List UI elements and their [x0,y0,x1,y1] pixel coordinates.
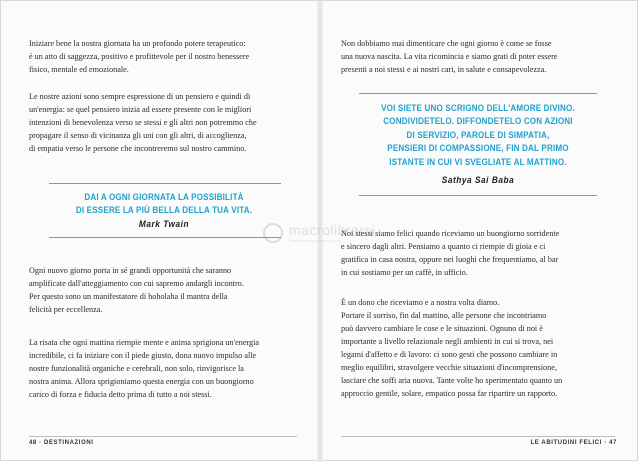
quote-text [48,190,280,217]
text-line: Per questo sono un manifestatore di hoholaha il mantra della [29,292,228,301]
quote-line: CONDIVIDETELO. DIFFONDETELO CON AZIONI [383,115,573,127]
text-line: importante a livello relazionale negli ambienti in cui si trova, nei [341,337,554,346]
right-paragraph-2 [341,227,615,279]
right-page [321,1,638,462]
text-line: Iniziare bene la nostra giornata ha un profondo potere terapeutico: [29,39,246,48]
right-quote-box [341,91,615,201]
footer-rule [341,436,615,437]
left-paragraph-2 [29,90,297,155]
quote-line: VOI SIETE UNO SCRIGNO DELL'AMORE DIVINO. [381,102,575,113]
text-line: Noi stessi siamo felici quando riceviamo un buongiorno sorridente [341,229,560,238]
text-line: è un atto di saggezza, positivo e profittevole per il nostro benessere [29,52,250,61]
text-line: e sincero dagli altri. Pensiamo a quanto ci riempie di gioia e ci [341,242,546,251]
text-line: gratifica in casa nostra, oppure nei luoghi che frequentiamo, al bar [341,255,559,264]
quote-line: PENSIERI DI COMPASSIONE, FIN DAL PRIMO [387,142,569,154]
quote-top-rule [49,183,281,184]
text-line: può davvero cambiare le cose e le situazioni. Ognuno di noi è [341,324,543,333]
quote-author: Sathya Sai Baba [441,175,515,185]
text-line: È un dono che riceviamo e a nostra volta diamo. [341,298,500,307]
quote-top-rule [359,93,597,94]
text-line: approccio gentile, solare, empatico possa far ripartire un rapporto. [341,389,558,398]
text-line: nostra anima. Allora sprigioniamo questa energia con un buongiorno [29,377,254,386]
text-line: propagare il senso di vicinanza gli uni con gli altri, di accoglienza, [29,131,247,140]
text-line: incredibile, ci fa iniziare con il piede giusto, dona nuovo impulso alle [29,351,257,360]
quote-bottom-rule [359,195,597,196]
text-line: un'energia: se quel pensiero inizia ad essere presente con le migliori [29,105,252,114]
quote-line: ISTANTE IN CUI VI SVEGLIATE AL MATTINO. [389,155,567,167]
quote-line: DI ESSERE LA PIÙ BELLA DELLA TUA VITA. [75,204,253,216]
text-line: Ogni nuovo giorno porta in sé grandi opportunità che saranno [29,266,232,275]
text-line: una nuova nascita. La vita ricomincia e siamo grati di poter essere [341,52,558,61]
watermark-text: macrolibrarsi [289,222,376,238]
right-page-footer: LE ABITUDINI FELICI · 47 [530,440,617,446]
text-line: intenzioni di benevolenza verso se stessi e gli altri non potremmo che [29,118,257,127]
text-line: carico di forza e fiducia detto prima di tutto a noi stessi. [29,390,212,399]
text-line: presenti a noi stessi e ai nostri cari, in salute e consapevolezza. [341,65,547,74]
text-line: Non dobbiamo mai dimenticare che ogni giorno è come se fosse [341,39,552,48]
text-line: Le nostre azioni sono sempre espressione di un pensiero e quindi di [29,92,251,101]
text-line: fisico, mentale ed emozionale. [29,65,129,74]
text-line: meglio equilibri, stravolgere vecchie situazioni d'incomprensione, [341,363,557,372]
quote-line: DI SERVIZIO, PAROLE DI SIMPATIA, [406,128,550,140]
text-line: legami d'affetto e di lavoro: ci sono gesti che possono cambiare in [341,350,558,359]
left-quote-box [29,181,299,243]
text-line: lasciare che soffi aria nuova. Tante volte ho sperimentato quanto un [341,376,563,385]
right-paragraph-3 [341,296,615,400]
quote-bottom-rule [49,237,281,238]
quote-text [360,101,596,168]
text-line: di empatia verso le persone che incontreremo sul nostro cammino. [29,144,247,153]
quote-author: Mark Twain [138,219,190,229]
left-paragraph-3 [29,264,297,316]
right-paragraph-1 [341,37,615,76]
text-line: in cui sostiamo per un caffè, in ufficio. [341,268,468,277]
text-line: La risata che ogni mattina riempie mente e anima sprigiona un'energia [29,338,260,347]
watermark-subtext: il benessere a portata di click [289,238,341,243]
left-paragraph-1 [29,37,297,76]
left-paragraph-4 [29,336,297,401]
text-line: amplificate dall'atteggiamento con cui sapremo andargli incontro. [29,279,244,288]
left-page-footer: 48 · DESTINAZIONI [29,440,94,446]
left-page [1,1,319,462]
text-line: Portare il sorriso, fin dal mattino, alle persone che incontriamo [341,311,547,320]
quote-line: DAI A OGNI GIORNATA LA POSSIBILITÀ [84,191,244,202]
text-line: nostre funzionalità organiche e cerebrali, non solo, rinvigorisce la [29,364,244,373]
text-line: felicità per eccellenza. [29,305,103,314]
footer-rule [29,436,297,437]
